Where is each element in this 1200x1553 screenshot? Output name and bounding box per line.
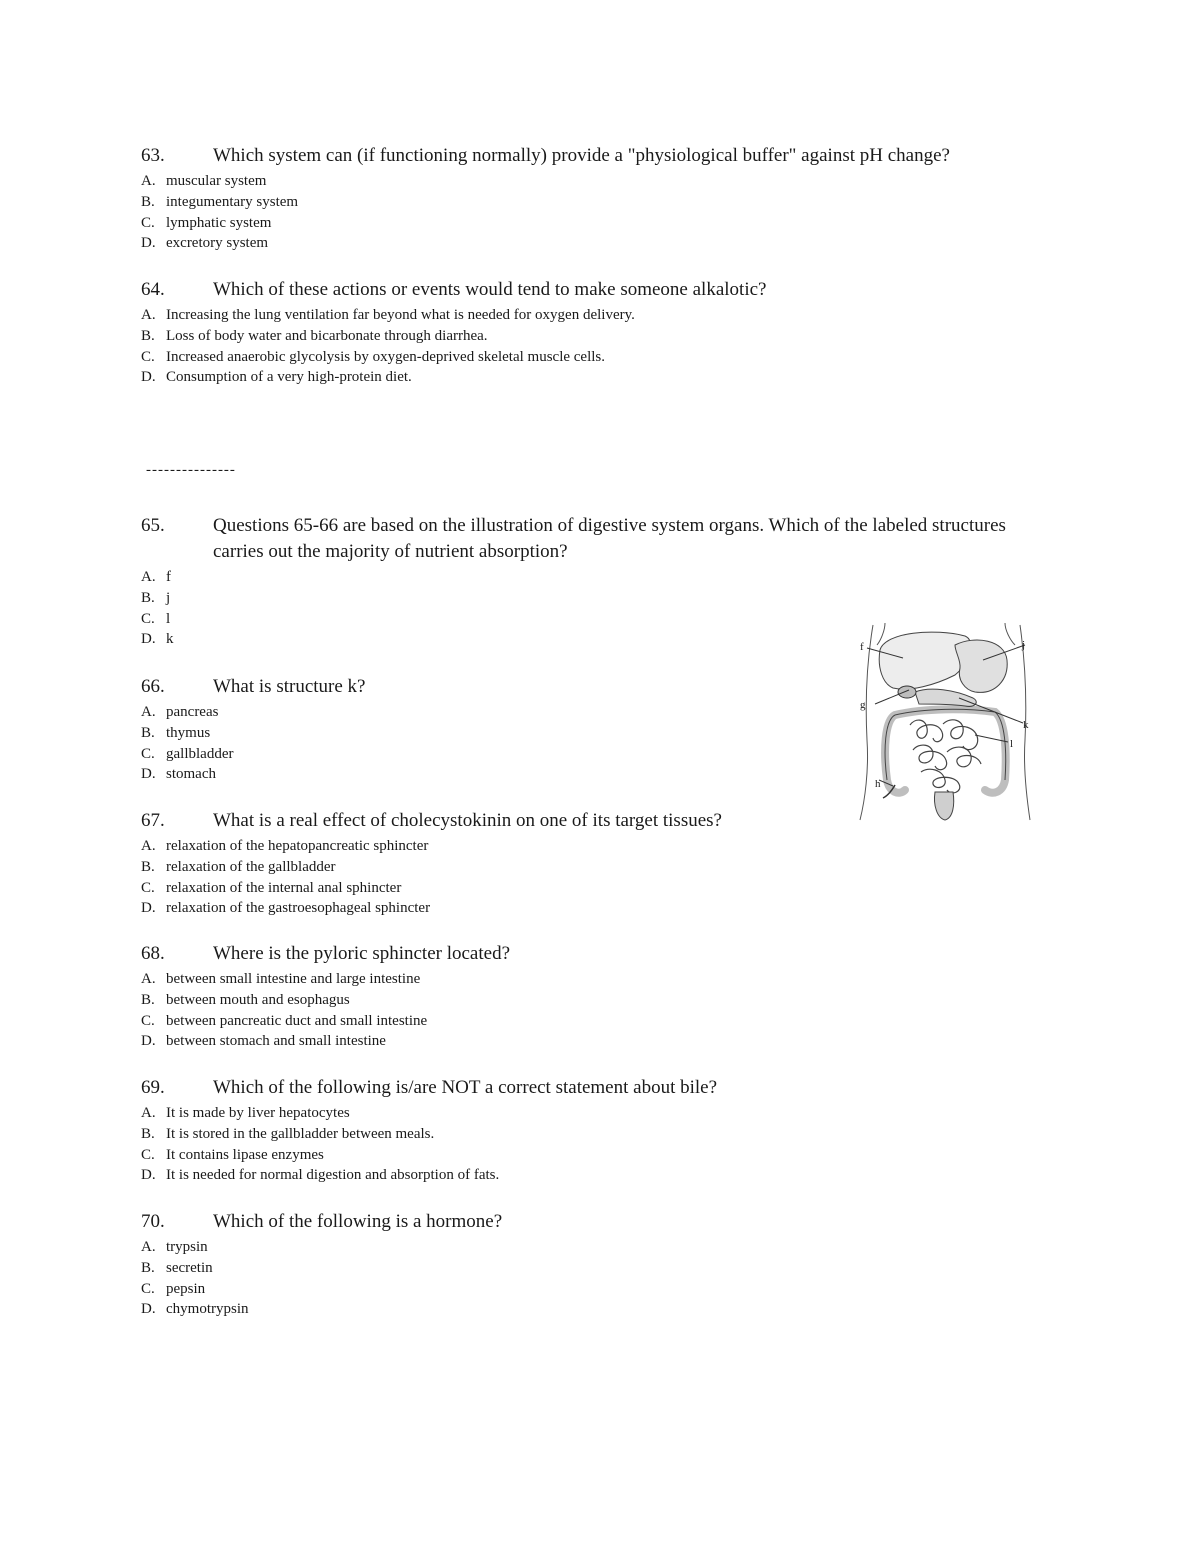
figure-label-j: j bbox=[1022, 639, 1026, 651]
answer-option: A. trypsin bbox=[141, 1239, 208, 1255]
question-number: 66. bbox=[141, 676, 165, 697]
question-text: Which of these actions or events would tend to make someone alkalotic? bbox=[213, 279, 767, 300]
question-number: 67. bbox=[141, 810, 165, 831]
figure-label-l: l bbox=[1010, 738, 1014, 750]
rectum-shape bbox=[934, 792, 953, 820]
answer-option: B. Loss of body water and bicarbonate through diarrhea. bbox=[141, 327, 488, 344]
pancreas-shape bbox=[915, 689, 976, 706]
question-68 bbox=[141, 941, 1053, 1052]
answer-option: B. secretin bbox=[141, 1259, 213, 1276]
section-separator: --------------- bbox=[146, 462, 236, 478]
question-number: 69. bbox=[141, 1077, 165, 1098]
answer-option: B. j bbox=[141, 589, 171, 606]
answer-option: D. excretory system bbox=[141, 235, 269, 252]
question-number: 63. bbox=[141, 145, 165, 166]
answer-option: C. pepsin bbox=[141, 1280, 206, 1297]
question-text: What is structure k? bbox=[213, 676, 366, 697]
question-number: 65. bbox=[141, 515, 165, 536]
answer-option: C. gallbladder bbox=[141, 745, 234, 762]
answer-option: C. relaxation of the internal anal sphincter bbox=[141, 879, 402, 896]
question-70 bbox=[141, 1209, 1053, 1320]
question-63 bbox=[141, 143, 1053, 254]
answer-option: D. relaxation of the gastroesophageal sphincter bbox=[141, 900, 431, 917]
small-intestine-shape bbox=[910, 720, 981, 793]
question-text: Where is the pyloric sphincter located? bbox=[213, 943, 511, 964]
question-text: Which of the following is/are NOT a correct statement about bile? bbox=[213, 1077, 718, 1098]
answer-option: C. between pancreatic duct and small intestine bbox=[141, 1012, 428, 1029]
liver-shape bbox=[879, 632, 971, 689]
answer-option: D. stomach bbox=[141, 766, 216, 783]
answer-option: A. pancreas bbox=[141, 704, 219, 720]
figure-label-h: h bbox=[875, 778, 881, 790]
stomach-shape bbox=[955, 640, 1007, 692]
answer-option: D. between stomach and small intestine bbox=[141, 1033, 386, 1050]
answer-option: B. integumentary system bbox=[141, 193, 299, 210]
answer-option: A. Increasing the lung ventilation far beyond what is needed for oxygen delivery. bbox=[141, 307, 635, 323]
question-number: 64. bbox=[141, 279, 165, 300]
answer-option: C. l bbox=[141, 610, 171, 627]
answer-option: A. muscular system bbox=[141, 173, 267, 189]
answer-option: A. relaxation of the hepatopancreatic sphincter bbox=[141, 838, 429, 854]
answer-option: D. It is needed for normal digestion and absorption of fats. bbox=[141, 1167, 500, 1184]
digestive-system-illustration bbox=[855, 620, 1035, 825]
answer-option: B. between mouth and esophagus bbox=[141, 991, 350, 1008]
answer-option: C. lymphatic system bbox=[141, 214, 272, 231]
answer-option: A. It is made by liver hepatocytes bbox=[141, 1105, 350, 1121]
answer-option: D. chymotrypsin bbox=[141, 1301, 249, 1318]
question-text: Questions 65-66 are based on the illustration of digestive system organs. Which of the labeled structures carries out the majority of nutrient absorption? bbox=[213, 515, 1006, 562]
answer-option: B. relaxation of the gallbladder bbox=[141, 858, 336, 875]
gallbladder-shape bbox=[898, 686, 916, 698]
question-number: 70. bbox=[141, 1211, 165, 1232]
answer-option: D. Consumption of a very high-protein diet. bbox=[141, 369, 412, 386]
answer-option: A. f bbox=[141, 569, 171, 585]
figure-label-g: g bbox=[860, 699, 866, 711]
answer-option: D. k bbox=[141, 631, 174, 648]
answer-option: C. Increased anaerobic glycolysis by oxygen-deprived skeletal muscle cells. bbox=[141, 348, 606, 365]
answer-option: B. It is stored in the gallbladder between meals. bbox=[141, 1125, 435, 1142]
question-69 bbox=[141, 1075, 1053, 1186]
question-number: 68. bbox=[141, 943, 165, 964]
question-text: Which system can (if functioning normally) provide a "physiological buffer" against pH change? bbox=[213, 145, 950, 166]
question-64 bbox=[141, 277, 1053, 388]
question-text: What is a real effect of cholecystokinin on one of its target tissues? bbox=[213, 810, 722, 831]
answer-option: B. thymus bbox=[141, 724, 211, 741]
question-text: Which of the following is a hormone? bbox=[213, 1211, 503, 1232]
answer-option: C. It contains lipase enzymes bbox=[141, 1146, 324, 1163]
figure-label-f: f bbox=[860, 641, 864, 653]
answer-option: A. between small intestine and large intestine bbox=[141, 971, 421, 987]
figure-label-k: k bbox=[1023, 719, 1029, 731]
